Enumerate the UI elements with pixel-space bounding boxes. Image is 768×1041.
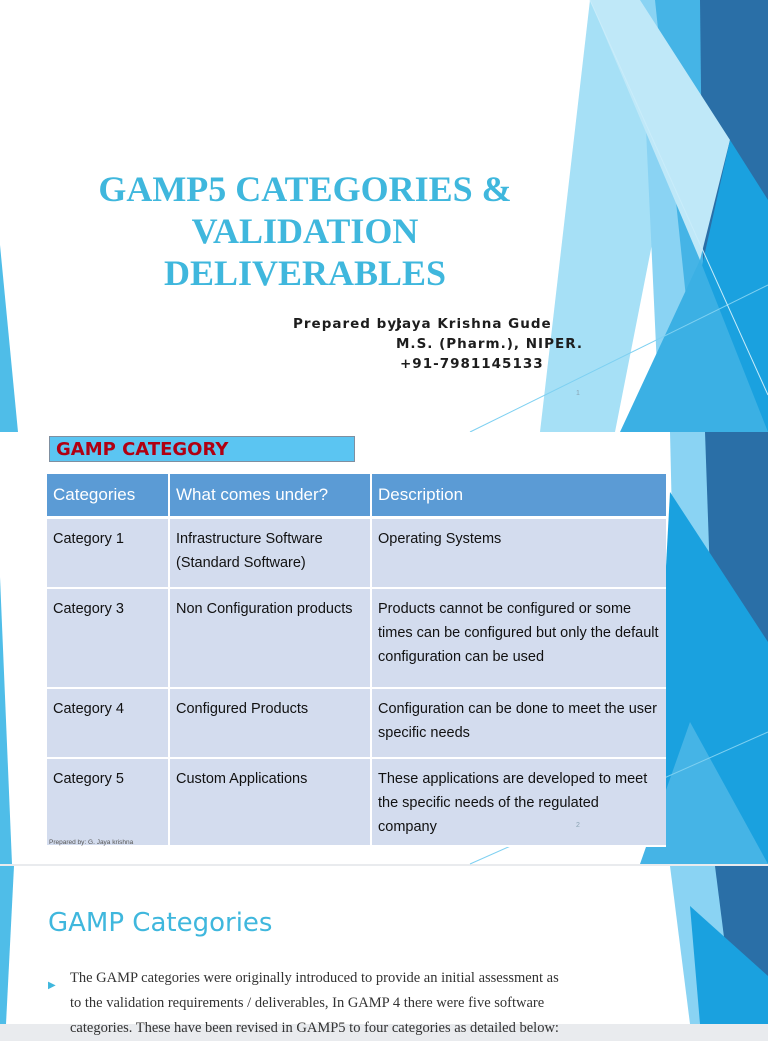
prepared-by-label: Prepared by:: [293, 316, 404, 332]
author-qualification: M.S. (Pharm.), NIPER.: [396, 336, 583, 352]
column-header: Categories: [47, 474, 169, 518]
table-cell: Custom Applications: [169, 758, 371, 846]
gamp-categories-slide: [0, 866, 768, 1036]
gamp-category-table: [47, 474, 666, 847]
column-header: What comes under?: [169, 474, 371, 518]
bullet-text: The GAMP categories were originally introduced to provide an initial assessment as to the validation requirements / deliverables, In GAMP 4 there were five software categories. These have been revised in GAMP5 to four categories as detailed below:: [70, 970, 559, 1036]
table-row: [47, 758, 666, 846]
title-slide: [0, 0, 768, 432]
table-cell: Configured Products: [169, 688, 371, 758]
gamp-category-slide: [0, 432, 768, 864]
table-row: [47, 588, 666, 688]
author-phone: +91-7981145133: [400, 356, 544, 372]
section-label: GAMP CATEGORY: [49, 436, 355, 462]
table-row: [47, 518, 666, 588]
author-name: Jaya Krishna Gude: [396, 316, 552, 332]
slide-number: 1: [576, 390, 580, 397]
column-header: Description: [371, 474, 666, 518]
slide-footer: Prepared by: G. Jaya krishna: [49, 839, 134, 846]
section-heading: GAMP Categories: [48, 908, 273, 938]
slide-title: GAMP5 CATEGORIES & VALIDATION DELIVERABLES: [98, 169, 512, 293]
slide-number: 2: [576, 822, 580, 829]
table-row: [47, 688, 666, 758]
table-cell: Configuration can be done to meet the user specific needs: [371, 688, 666, 758]
table-cell: Operating Systems: [371, 518, 666, 588]
table-cell: Category 5: [47, 758, 169, 846]
bullet-arrow-icon: ▶: [48, 980, 56, 991]
bullet-paragraph: [48, 966, 568, 1041]
table-cell: Category 3: [47, 588, 169, 688]
table-cell: These applications are developed to meet the specific needs of the regulated company: [371, 758, 666, 846]
table-cell: Non Configuration products: [169, 588, 371, 688]
table-header-row: [47, 474, 666, 518]
table-cell: Category 1: [47, 518, 169, 588]
table-cell: Products cannot be configured or some times can be configured but only the default configuration can be used: [371, 588, 666, 688]
table-cell: Infrastructure Software (Standard Software): [169, 518, 371, 588]
table-cell: Category 4: [47, 688, 169, 758]
